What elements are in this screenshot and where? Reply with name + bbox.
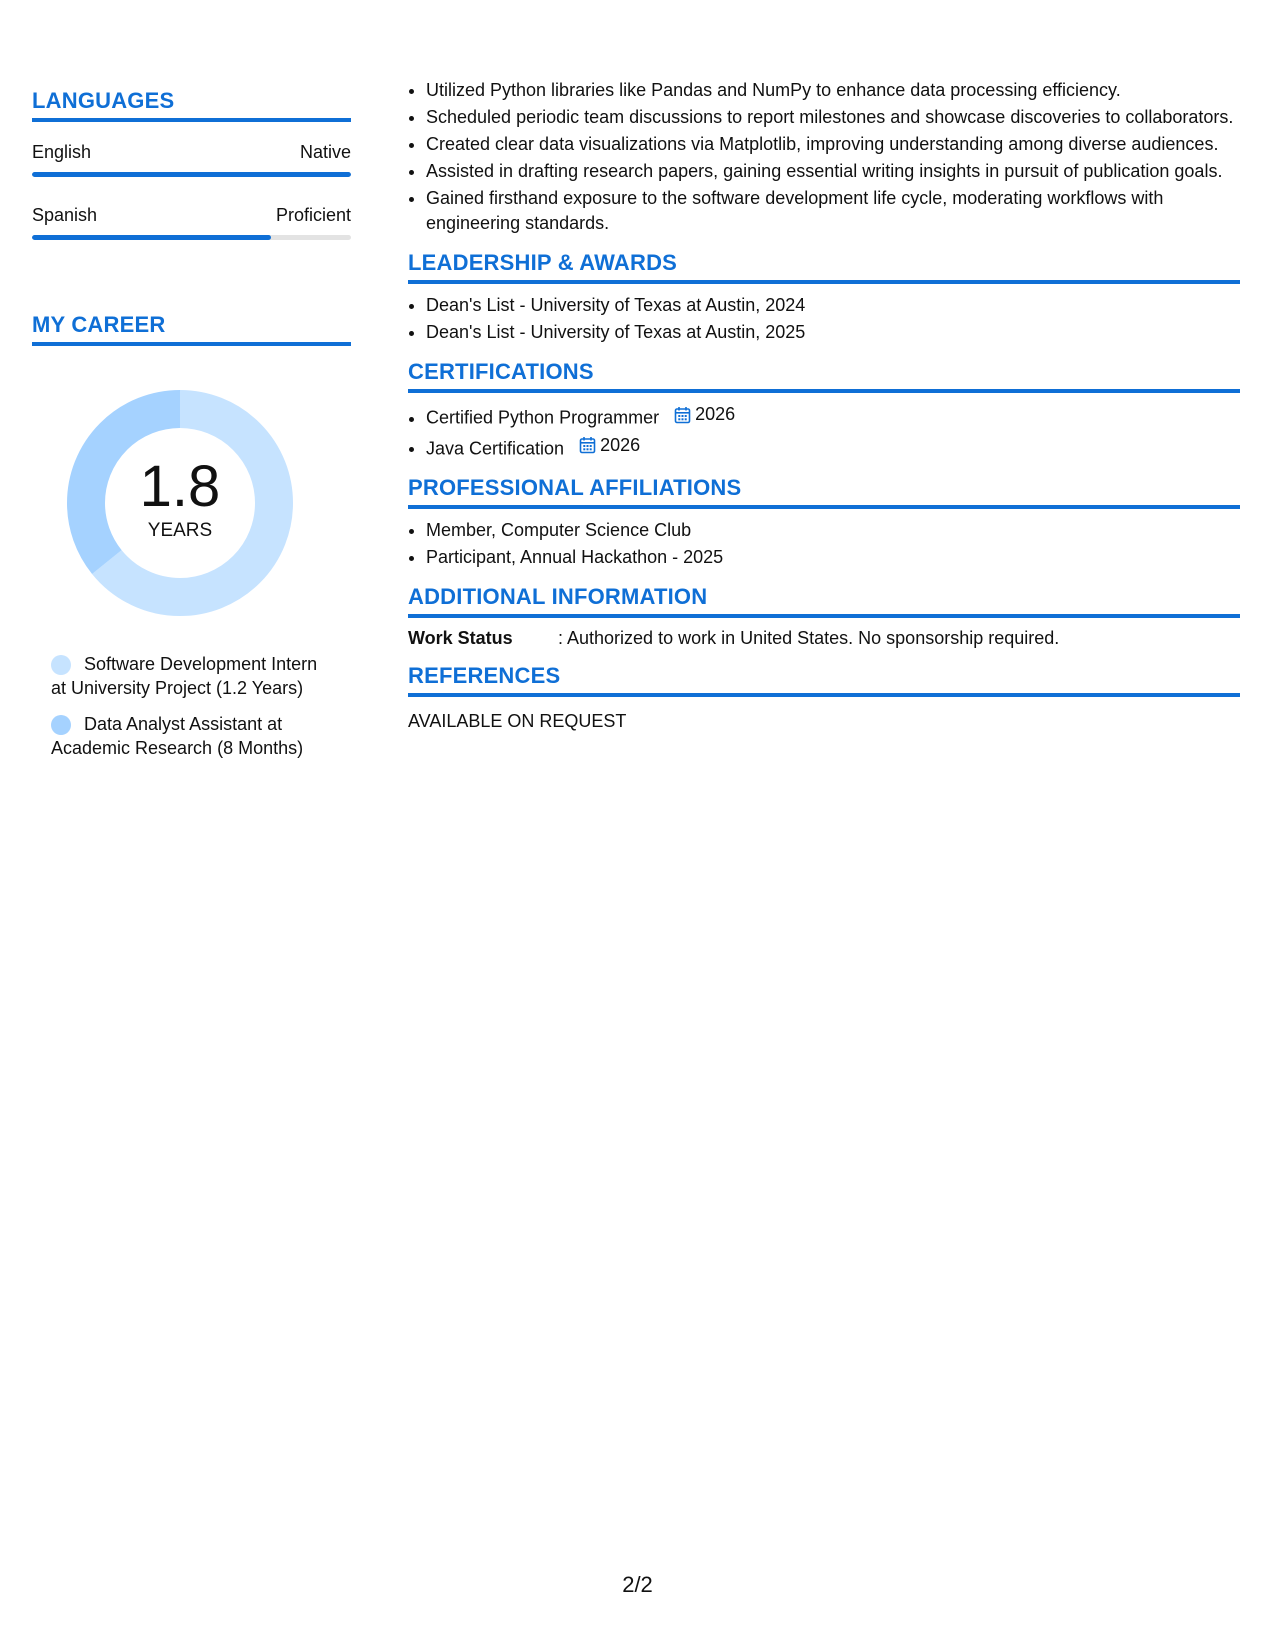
language-level: Proficient bbox=[275, 205, 351, 225]
language-proficiency-bar bbox=[32, 235, 351, 240]
legend-label: Data Analyst Assistant at Academic Research (8 Months) bbox=[51, 714, 304, 758]
additional-info-heading: ADDITIONAL INFORMATION bbox=[408, 584, 1240, 618]
leadership-section bbox=[408, 250, 1240, 345]
language-level: Native bbox=[299, 142, 351, 162]
legend-label: Software Development Intern at University Project (1.2 Years) bbox=[51, 654, 318, 698]
work-status-row bbox=[408, 628, 1240, 649]
calendar-icon bbox=[579, 436, 596, 454]
references-text: AVAILABLE ON REQUEST bbox=[408, 711, 627, 731]
references-section bbox=[408, 663, 1240, 732]
left-column bbox=[32, 88, 351, 760]
career-total-unit: YEARS bbox=[147, 520, 213, 541]
certifications-section bbox=[408, 359, 1240, 461]
additional-info-section bbox=[408, 584, 1240, 649]
donut-center bbox=[67, 390, 293, 616]
career-legend bbox=[51, 652, 321, 760]
certification-item bbox=[426, 402, 1240, 431]
list-item: • Utilized Python libraries like Pandas and NumPy to enhance data processing efficiency. bbox=[426, 78, 1240, 103]
list-item: • Assisted in drafting research papers, gaining essential writing insights in pursuit of publication goals. bbox=[426, 159, 1240, 184]
career-total-years: 1.8 bbox=[139, 454, 221, 519]
list-item: • Gained firsthand exposure to the software development life cycle, moderating workflows with engineering standards. bbox=[426, 186, 1240, 236]
legend-dot bbox=[51, 655, 71, 675]
certification-name: Java Certification bbox=[426, 438, 565, 458]
language-item-spanish bbox=[32, 205, 351, 240]
certification-name: Certified Python Programmer bbox=[426, 407, 660, 428]
references-heading: REFERENCES bbox=[408, 663, 1240, 697]
languages-heading: LANGUAGES bbox=[32, 88, 351, 122]
certifications-heading: CERTIFICATIONS bbox=[408, 359, 1240, 393]
certification-year: 2026 bbox=[600, 434, 641, 455]
affiliations-heading: PROFESSIONAL AFFILIATIONS bbox=[408, 475, 1240, 509]
language-name: English bbox=[32, 142, 92, 162]
list-item: • Dean's List - University of Texas at Austin, 2025 bbox=[426, 320, 1240, 345]
language-item-english bbox=[32, 142, 351, 177]
legend-item bbox=[51, 712, 321, 760]
list-item: • Scheduled periodic team discussions to report milestones and showcase discoveries to collaborators. bbox=[426, 105, 1240, 130]
calendar-icon bbox=[674, 406, 691, 424]
language-name: Spanish bbox=[32, 205, 98, 225]
language-proficiency-fill bbox=[32, 172, 351, 177]
list-item: • Member, Computer Science Club bbox=[426, 518, 1240, 543]
legend-item bbox=[51, 652, 321, 700]
right-column bbox=[408, 78, 1240, 732]
experience-bullet-list bbox=[408, 78, 1240, 236]
page-number: 2/2 bbox=[622, 1572, 653, 1597]
certification-year: 2026 bbox=[695, 404, 736, 424]
legend-dot bbox=[51, 715, 71, 735]
certification-item bbox=[426, 433, 1240, 462]
list-item: • Created clear data visualizations via Matplotlib, improving understanding among diverse audiences. bbox=[426, 132, 1240, 157]
work-status-label: Work Status bbox=[408, 628, 513, 648]
language-proficiency-bar bbox=[32, 172, 351, 177]
language-proficiency-fill bbox=[32, 235, 271, 240]
list-item: • Participant, Annual Hackathon - 2025 bbox=[426, 545, 1240, 570]
affiliations-section bbox=[408, 475, 1240, 570]
career-heading: MY CAREER bbox=[32, 312, 351, 346]
work-status-value: : Authorized to work in United States. No sponsorship required. bbox=[558, 628, 1060, 648]
leadership-heading: LEADERSHIP & AWARDS bbox=[408, 250, 1240, 284]
list-item: • Dean's List - University of Texas at Austin, 2024 bbox=[426, 293, 1240, 318]
career-donut-chart bbox=[67, 390, 293, 616]
